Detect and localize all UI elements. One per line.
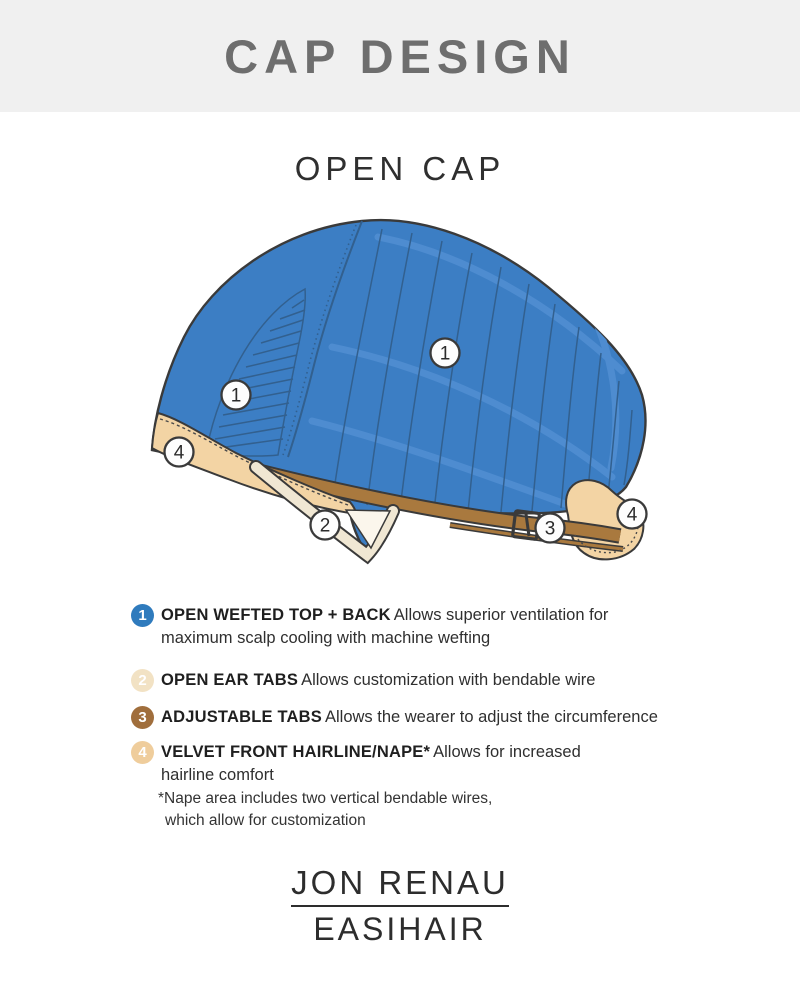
nape-footnote <box>158 788 492 832</box>
legend-desc: Allows customization with bendable wire <box>301 671 596 689</box>
logo-divider <box>291 905 509 907</box>
diagram-title: OPEN CAP <box>294 150 506 187</box>
svg-text:1: 1 <box>439 343 451 365</box>
legend-desc: Allows the wearer to adjust the circumference <box>324 708 658 726</box>
footnote-line2: which allow for customization <box>165 812 366 829</box>
footnote-line1: *Nape area includes two vertical bendable wires, <box>158 790 493 807</box>
legend-badge-1: 1 <box>131 604 154 627</box>
svg-text:1: 1 <box>230 385 242 407</box>
marker-1-back <box>222 381 251 410</box>
legend-label: OPEN WEFTED TOP + BACK <box>161 606 391 624</box>
legend-desc-line2: hairline comfort <box>161 765 274 784</box>
svg-text:4: 4 <box>173 442 185 464</box>
svg-text:2: 2 <box>319 515 331 537</box>
legend-item-open-ear-tabs <box>131 669 681 692</box>
marker-4-nape <box>618 500 647 529</box>
legend-label: OPEN EAR TABS <box>161 671 299 689</box>
legend-badge-2: 2 <box>131 669 154 692</box>
legend-badge-3: 3 <box>131 706 154 729</box>
header-band <box>0 0 800 112</box>
marker-2 <box>311 511 340 540</box>
legend-label: VELVET FRONT HAIRLINE/NAPE* <box>161 743 431 761</box>
legend-item-velvet-front <box>131 741 681 786</box>
brand-logo <box>0 865 800 946</box>
brand-subname: EASIHAIR <box>313 911 487 947</box>
marker-1-top <box>431 339 460 368</box>
brand-name: JON RENAU <box>291 864 509 901</box>
legend-item-open-wefted-top <box>131 604 681 649</box>
legend-item-adjustable-tabs <box>131 706 681 729</box>
cap-diagram <box>120 205 680 585</box>
page-title: CAP DESIGN <box>224 29 576 83</box>
legend-badge-4: 4 <box>131 741 154 764</box>
svg-text:4: 4 <box>626 504 638 526</box>
legend-desc-line2: maximum scalp cooling with machine wefting <box>161 628 491 647</box>
legend-desc: Allows superior ventilation for <box>393 606 609 624</box>
svg-text:3: 3 <box>544 518 556 540</box>
legend-desc: Allows for increased <box>433 743 581 761</box>
marker-4-front <box>165 438 194 467</box>
legend-label: ADJUSTABLE TABS <box>161 708 322 726</box>
marker-3 <box>536 514 565 543</box>
